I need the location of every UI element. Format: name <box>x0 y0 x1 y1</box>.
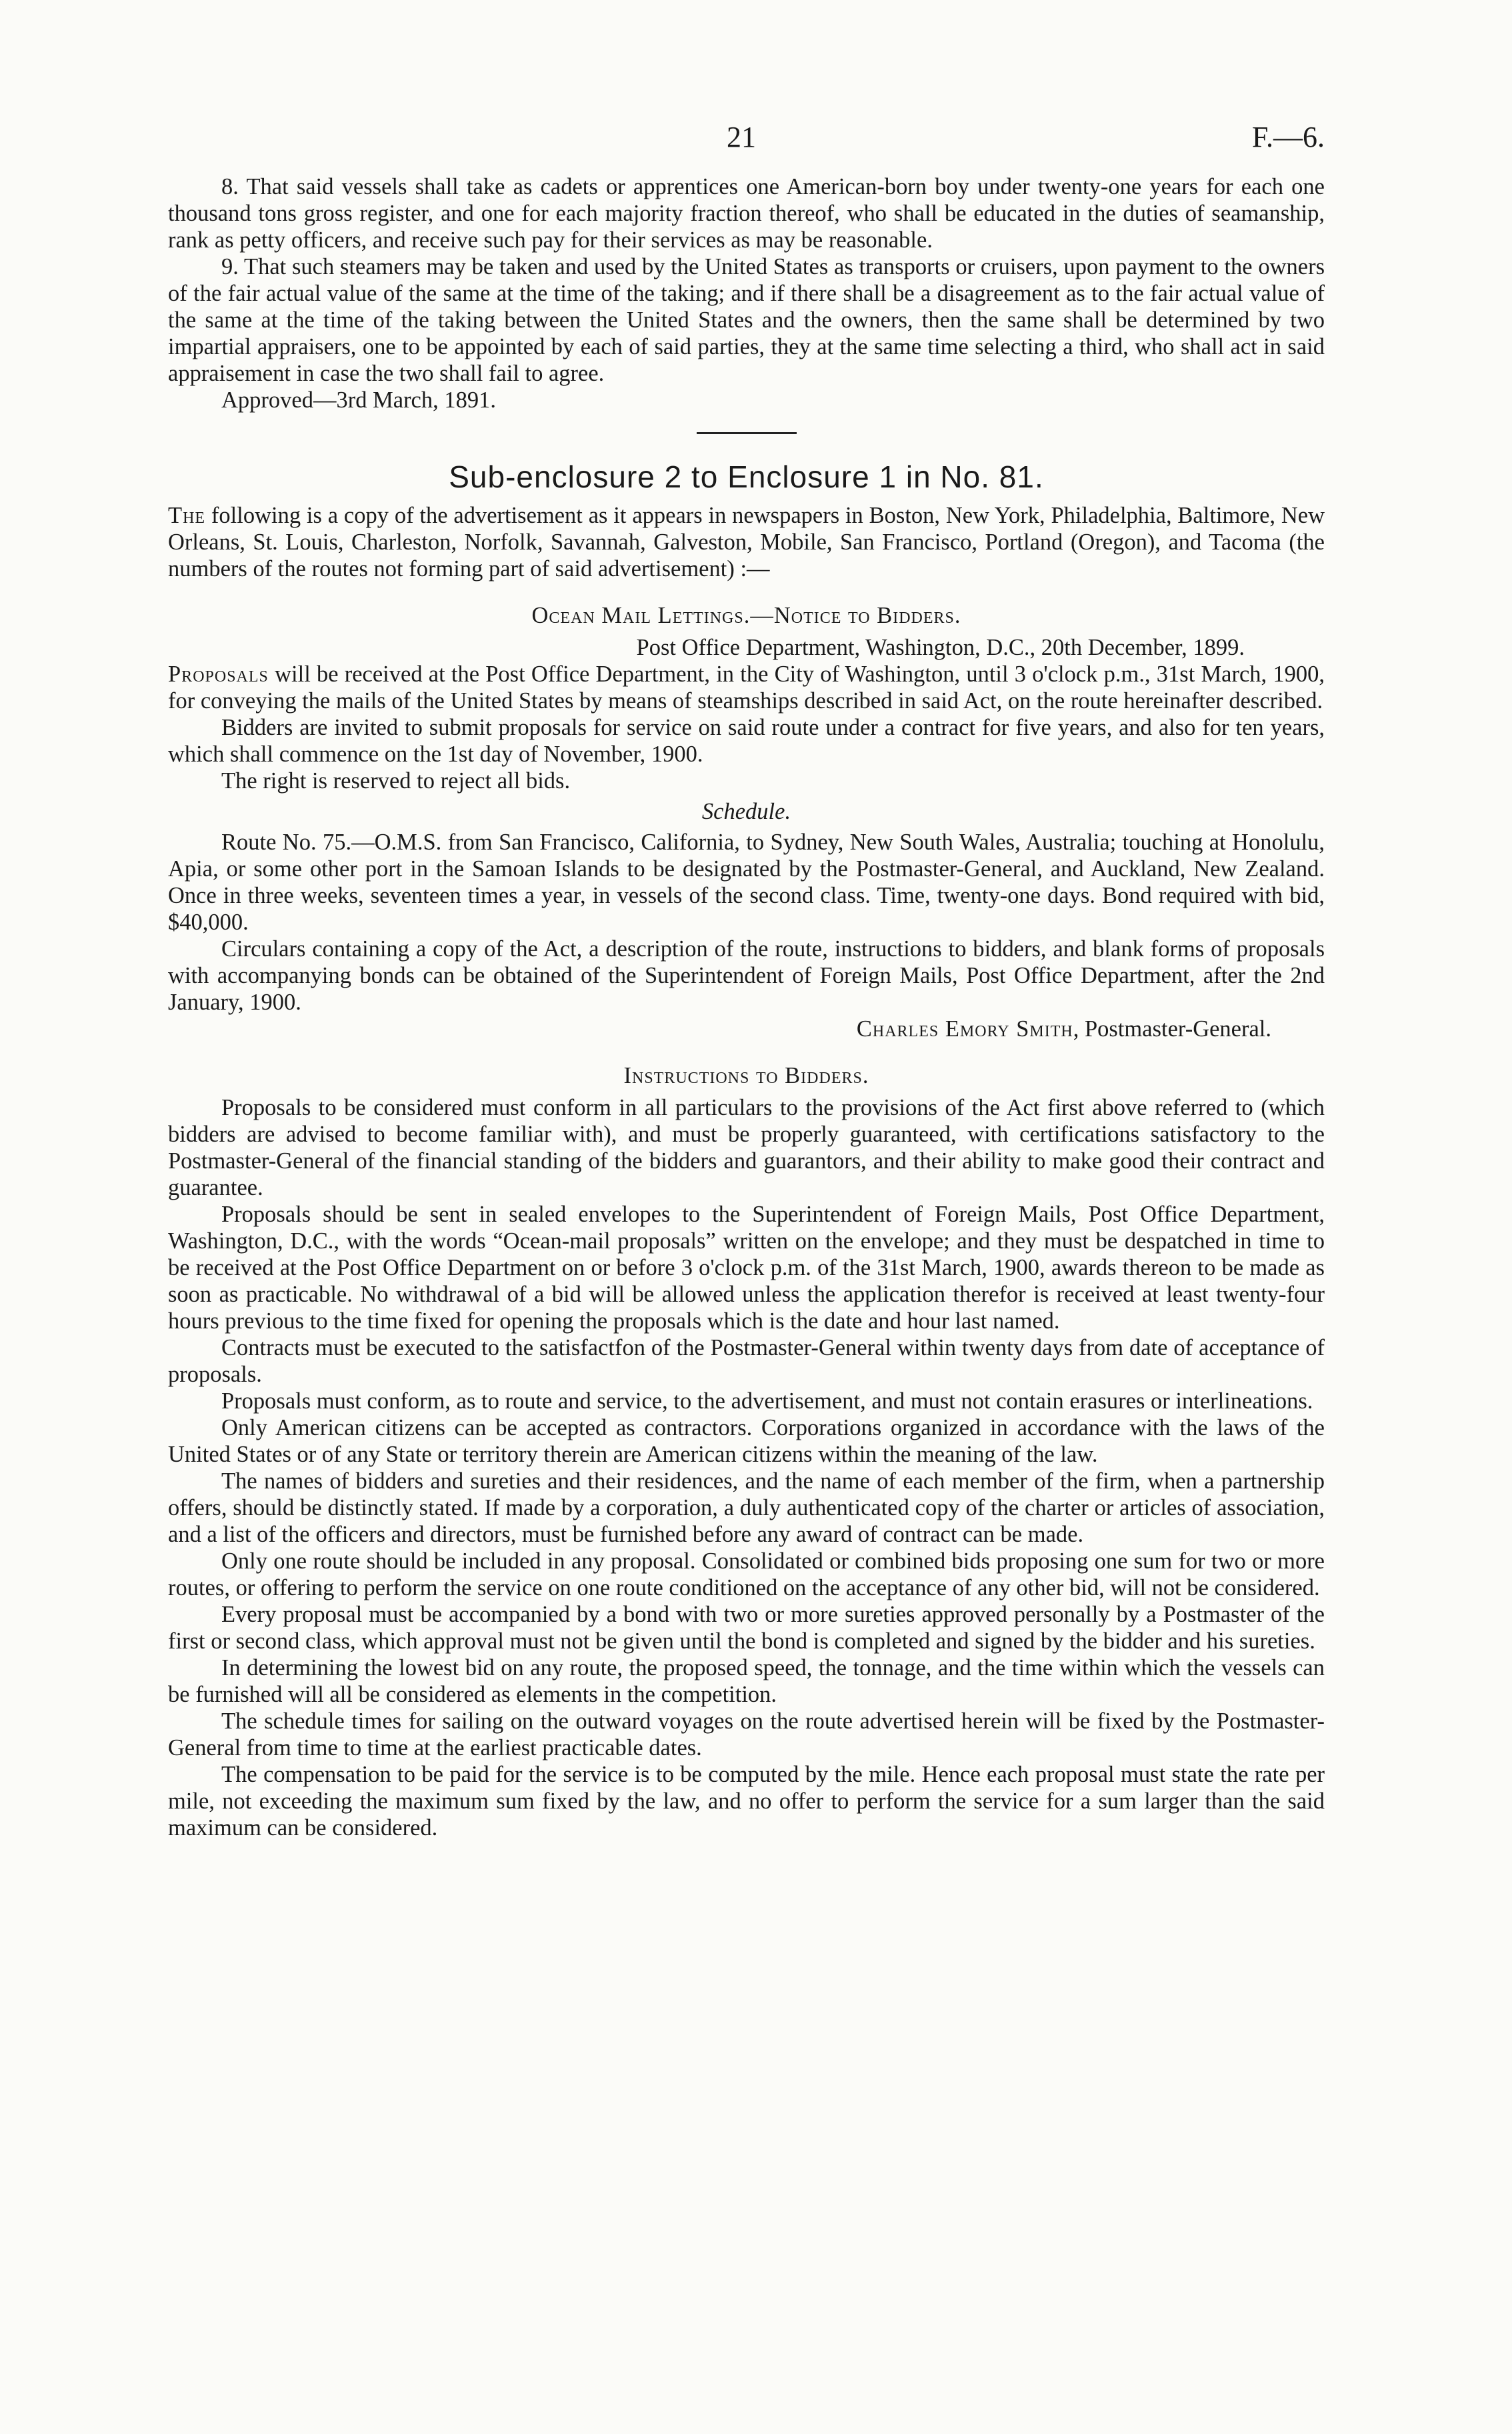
document-page <box>168 120 1325 1841</box>
act-clause-9: 9. That such steamers may be taken and used by the United States as transports or cruisers, upon payment to the owners of the fair actual value of the same at the time of the taking; and if there shall be a disagreement as to the fair actual value of the same at the time of the taking between the United States and the owners, then the same shall be determined by two impartial appraisers, one to be appointed by each of said parties, they at the same time selecting a third, who shall act in said appraisement in case the two shall fail to agree. <box>168 254 1325 386</box>
section-divider <box>697 432 797 434</box>
route-description: Route No. 75.—O.M.S. from San Francisco, California, to Sydney, New South Wales, Australia; touching at Honolulu, Apia, or some other port in the Samoan Islands to be designated by the Postmaster-General, and Auckland, New Zealand. Once in three weeks, seventeen times a year, in vessels of the second class. Time, twenty-one days. Bond required with bid, $40,000. <box>168 830 1325 935</box>
advertisement-paragraph-3: The right is reserved to reject all bids. <box>221 768 571 794</box>
proposals-text: will be received at the Post Office Department, in the City of Washington, until 3 o'clock p.m., 31st March, 1900, for conveying the mails of the United States by means of steamships described in said Act, on the route hereinafter described. <box>168 662 1325 714</box>
signer-title: , Postmaster-General. <box>1073 1016 1271 1042</box>
instruction-paragraph: The compensation to be paid for the service is to be computed by the mile. Hence each proposal must state the rate per mile, not exceeding the maximum sum fixed by the law, and no offer to perform the service for a sum larger than the said maximum can be considered. <box>168 1762 1325 1841</box>
instruction-paragraph: Every proposal must be accompanied by a bond with two or more sureties approved personally by a Postmaster of the first or second class, which approval must not be given until the bond is completed and signed by the bidder and his sureties. <box>168 1602 1325 1654</box>
subenclosure-heading: Sub-enclosure 2 to Enclosure 1 in No. 81. <box>449 459 1044 494</box>
circulars-paragraph: Circulars containing a copy of the Act, a description of the route, instructions to bidders, and blank forms of proposals with accompanying bonds can be obtained of the Superintendent of Foreign Mails, Post Office Department, after the 2nd January, 1900. <box>168 936 1325 1015</box>
instruction-paragraph: The names of bidders and sureties and their residences, and the name of each member of the firm, when a partnership offers, should be distinctly stated. If made by a corporation, a duly authenticated copy of the charter or articles of association, and a list of the officers and directors, must be furnished before any award of contract can be made. <box>168 1468 1325 1547</box>
advertisement-paragraph-2: Bidders are invited to submit proposals for service on said route under a contract for five years, and also for ten years, which shall commence on the 1st day of November, 1900. <box>168 715 1325 767</box>
instruction-paragraph: Only one route should be included in any proposal. Consolidated or combined bids proposing one sum for two or more routes, or offering to perform the service on one route conditioned on the acceptance of any other bid, will not be considered. <box>168 1548 1325 1600</box>
document-reference: F.—6. <box>1252 121 1325 153</box>
signature-line <box>168 1016 1325 1042</box>
instruction-paragraph: Proposals to be considered must conform in all particulars to the provisions of the Act first above referred to (which bidders are advised to become familiar with), and must be properly guaranteed, with certifications satisfactory to the Postmaster-General of the financial standing of the bidders and guarantors, and their ability to make good their contract and guarantee. <box>168 1095 1325 1200</box>
instruction-paragraph: Proposals must conform, as to route and service, to the advertisement, and must not contain erasures or interlineations. <box>221 1388 1313 1414</box>
signer-name: Charles Emory Smith <box>856 1016 1073 1042</box>
page-number: 21 <box>727 121 756 153</box>
instruction-paragraph: The schedule times for sailing on the outward voyages on the route advertised herein will be fixed by the Postmaster-General from time to time at the earliest practicable dates. <box>168 1708 1325 1760</box>
instruction-paragraph: Only American citizens can be accepted as contractors. Corporations organized in accordance with the laws of the United States or of any State or territory therein are American citizens within the meaning of the law. <box>168 1415 1325 1467</box>
instruction-paragraph: Proposals should be sent in sealed envelopes to the Superintendent of Foreign Mails, Post Office Department, Washington, D.C., with the words “Ocean-mail proposals” written on the envelope; and they must be despatched in time to be received at the Post Office Department on or before 3 o'clock p.m. of the 31st March, 1900, awards thereon to be made as soon as practicable. No withdrawal of a bid will be allowed unless the application therefor is received at least twenty-four hours previous to the time fixed for opening the proposals which is the date and hour last named. <box>168 1202 1325 1334</box>
intro-lead-word: The <box>168 503 206 528</box>
instruction-paragraph: In determining the lowest bid on any route, the proposed speed, the tonnage, and the time within which the vessels can be furnished will all be considered as elements in the competition. <box>168 1655 1325 1707</box>
proposals-lead-word: Proposals <box>168 662 269 687</box>
schedule-heading: Schedule. <box>701 799 791 824</box>
advertisement-title: Ocean Mail Lettings.—Notice to Bidders. <box>531 603 961 628</box>
advertisement-dateline: Post Office Department, Washington, D.C., 20th December, 1899. <box>636 635 1245 660</box>
instruction-paragraph: Contracts must be executed to the satisfactfon of the Postmaster-General within twenty days from date of acceptance of proposals. <box>168 1335 1325 1387</box>
act-clause-8: 8. That said vessels shall take as cadets or apprentices one American-born boy under twenty-one years for each one thousand tons gross register, and one for each majority fraction thereof, who shall be educated in the duties of seamanship, rank as petty officers, and receive such pay for their services as may be reasonable. <box>168 174 1325 253</box>
subenclosure-intro <box>168 502 1325 582</box>
page-header <box>168 120 1325 173</box>
intro-text: following is a copy of the advertisement as it appears in newspapers in Boston, New York, Philadelphia, Baltimore, New Orleans, St. Louis, Charleston, Norfolk, Savannah, Galveston, Mobile, San Francisco, Portland (Oregon), and Tacoma (the numbers of the routes not forming part of said advertisement) :— <box>168 503 1325 581</box>
approval-date: Approved—3rd March, 1891. <box>221 387 496 413</box>
instructions-title: Instructions to Bidders. <box>623 1063 869 1088</box>
advertisement-paragraph-1 <box>168 661 1325 714</box>
